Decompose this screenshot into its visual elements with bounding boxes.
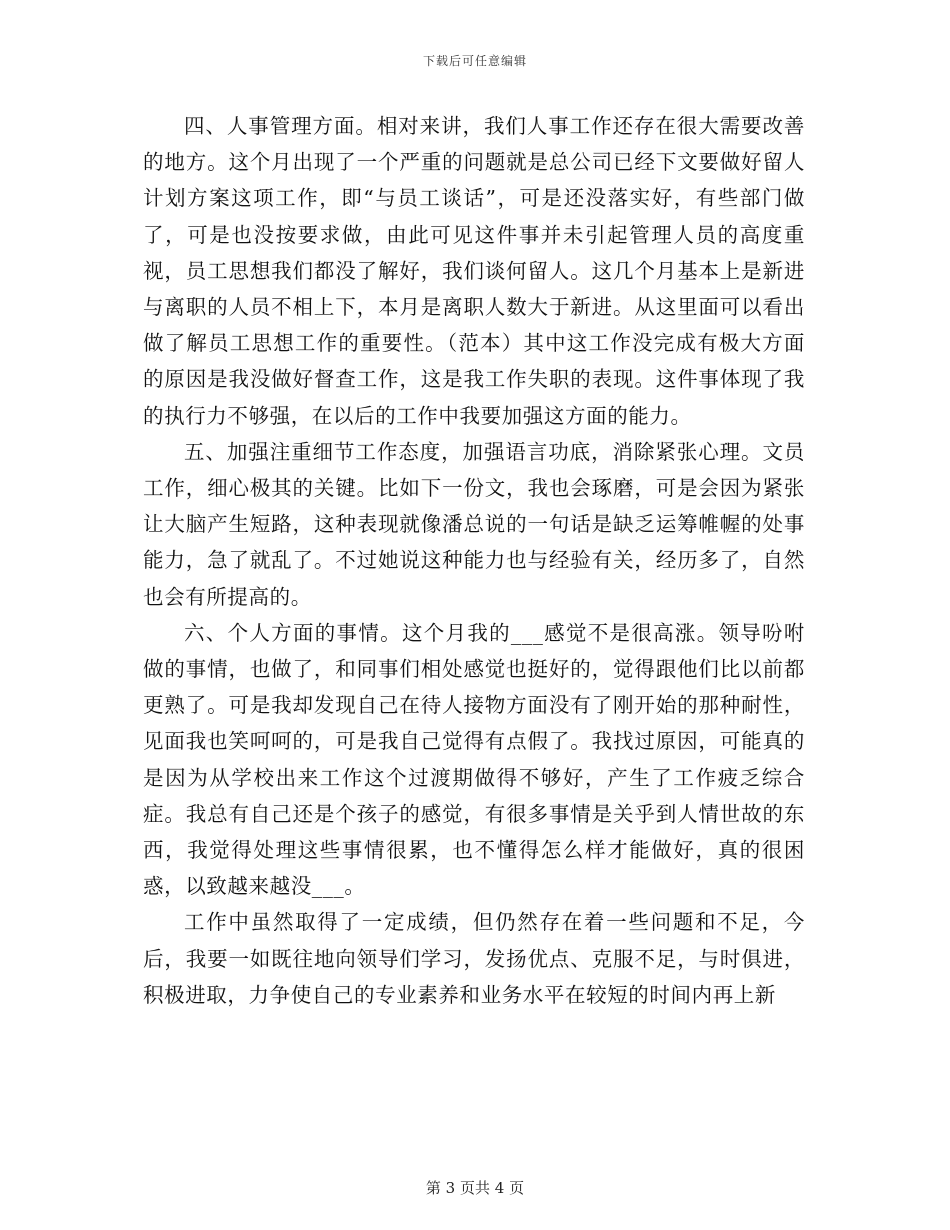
- document-body: [143, 108, 805, 1013]
- paragraph-attention-to-detail: 五、加强注重细节工作态度，加强语言功底，消除紧张心理。文员工作，细心极其的关键。比如下一份文，我也会琢磨，可是会因为紧张让大脑产生短路，这种表现就像潘总说的一句话是缺乏运筹帷幄的处事能力，急了就乱了。不过她说这种能力也与经验有关，经历多了，自然也会有所提高的。: [143, 439, 805, 609]
- page-header: 下载后可任意编辑: [422, 54, 527, 68]
- paragraph-personal-matters: 六、个人方面的事情。这个月我的___感觉不是很高涨。领导吩咐做的事情，也做了，和同事们相处感觉也挺好的，觉得跟他们比以前都更熟了。可是我却发现自己在待人接物方面没有了刚开始的那种耐性，见面我也笑呵呵的，可是我自己觉得有点假了。我找过原因，可能真的是因为从学校出来工作这个过渡期做得不够好，产生了工作疲乏综合症。我总有自己还是个孩子的感觉，有很多事情是关乎到人情世故的东西，我觉得处理这些事情很累，也不懂得怎么样才能做好，真的很困惑，以致越来越没___。: [143, 620, 805, 899]
- page-number-footer: 第 3 页共 4 页: [425, 1179, 525, 1197]
- paragraph-conclusion: 工作中虽然取得了一定成绩，但仍然存在着一些问题和不足，今后，我要一如既往地向领导们学习，发扬优点、克服不足，与时俱进，积极进取，力争使自己的专业素养和业务水平在较短的时间内再上新: [143, 910, 805, 1007]
- paragraph-personnel-management: 四、人事管理方面。相对来讲，我们人事工作还存在很大需要改善的地方。这个月出现了一个严重的问题就是总公司已经下文要做好留人计划方案这项工作，即“与员工谈话”，可是还没落实好，有些部门做了，可是也没按要求做，由此可见这件事并未引起管理人员的高度重视，员工思想我们都没了解好，我们谈何留人。这几个月基本上是新进与离职的人员不相上下，本月是离职人数大于新进。从这里面可以看出做了解员工思想工作的重要性。（范本）其中这工作没完成有极大方面的原因是我没做好督查工作，这是我工作失职的表现。这件事体现了我的执行力不够强，在以后的工作中我要加强这方面的能力。: [143, 114, 805, 428]
